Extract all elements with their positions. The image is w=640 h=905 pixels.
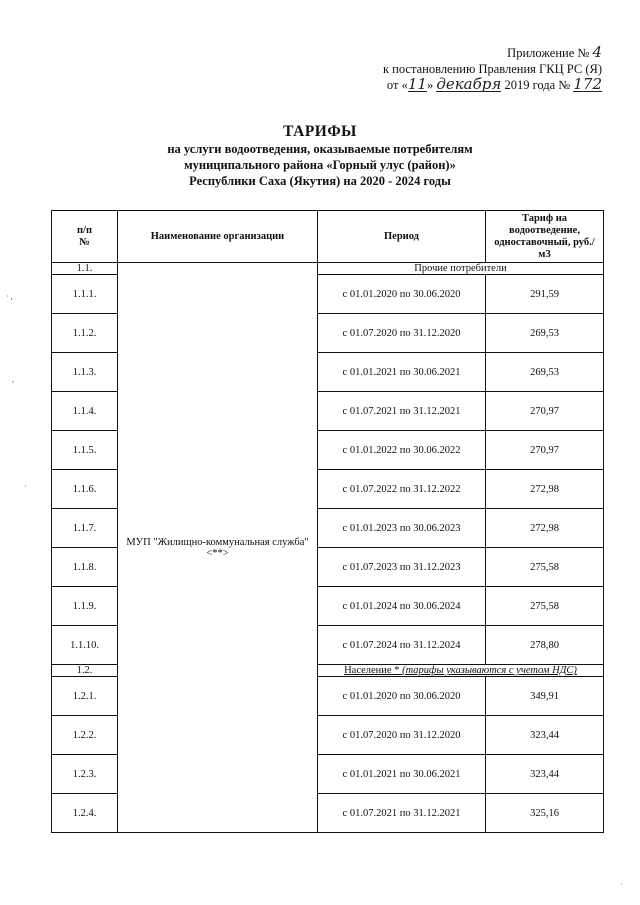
row-number: 1.1.4. (52, 392, 118, 431)
annex-line1 (383, 44, 602, 61)
section-label-note: (тарифы указываются с учетом НДС) (402, 665, 577, 676)
annex-number: 4 (592, 43, 602, 61)
row-period: с 01.01.2024 по 30.06.2024 (318, 587, 486, 626)
row-rate: 323,44 (486, 755, 604, 794)
date-year: 2019 года № (504, 78, 571, 92)
row-rate: 272,98 (486, 509, 604, 548)
section-label-text: Прочие потребители (414, 263, 507, 274)
scan-speck: · (620, 880, 623, 889)
row-rate: 270,97 (486, 392, 604, 431)
header-period: Период (318, 211, 486, 263)
row-period: с 01.07.2020 по 31.12.2020 (318, 716, 486, 755)
title-line-2: муниципального района «Горный улус (район)» (184, 158, 456, 172)
tariff-table (51, 210, 604, 833)
annex-date (383, 77, 602, 93)
row-number: 1.1.9. (52, 587, 118, 626)
row-rate: 270,97 (486, 431, 604, 470)
row-number: 1.1.8. (52, 548, 118, 587)
row-period: с 01.07.2020 по 31.12.2020 (318, 314, 486, 353)
scan-speck: , (12, 375, 14, 384)
section-label (318, 665, 604, 677)
row-number: 1.1.2. (52, 314, 118, 353)
row-period: с 01.01.2021 по 30.06.2021 (318, 755, 486, 794)
row-period: с 01.07.2023 по 31.12.2023 (318, 548, 486, 587)
document-title (0, 123, 640, 189)
row-number: 1.2.1. (52, 677, 118, 716)
row-number: 1.1.6. (52, 470, 118, 509)
row-period: с 01.07.2021 по 31.12.2021 (318, 392, 486, 431)
row-number: 1.1.3. (52, 353, 118, 392)
decree-number: 172 (573, 75, 602, 93)
row-number: 1.1.5. (52, 431, 118, 470)
row-number: 1.1.7. (52, 509, 118, 548)
row-rate: 272,98 (486, 470, 604, 509)
scan-speck: · (24, 482, 27, 491)
date-month: декабря (436, 75, 502, 93)
row-rate: 275,58 (486, 587, 604, 626)
row-period: с 01.07.2021 по 31.12.2021 (318, 794, 486, 833)
row-number: 1.2.2. (52, 716, 118, 755)
row-rate: 325,16 (486, 794, 604, 833)
row-period: с 01.01.2021 по 30.06.2021 (318, 353, 486, 392)
row-period: с 01.07.2022 по 31.12.2022 (318, 470, 486, 509)
row-rate: 275,58 (486, 548, 604, 587)
row-rate: 269,53 (486, 353, 604, 392)
row-number: 1.2.3. (52, 755, 118, 794)
section-label (318, 263, 604, 275)
title-line-1: на услуги водоотведения, оказываемые потребителям (167, 142, 473, 156)
annex-line2: к постановлению Правления ГКЦ РС (Я) (382, 62, 602, 76)
organization-name: МУП "Жилищно-коммунальная служба" <**> (118, 263, 318, 833)
title-heading: ТАРИФЫ (283, 123, 357, 140)
annex-label: Приложение № (507, 46, 590, 60)
section-label-text: Население * (344, 665, 403, 676)
header-rate: Тариф на водоотведение, одноставочный, руб./м3 (486, 211, 604, 263)
row-period: с 01.01.2020 по 30.06.2020 (318, 677, 486, 716)
row-number: 1.1.10. (52, 626, 118, 665)
row-period: с 01.01.2020 по 30.06.2020 (318, 275, 486, 314)
title-line-3: Республики Саха (Якутия) на 2020 - 2024 годы (189, 174, 451, 188)
table-body (52, 263, 604, 833)
date-day: 11 (407, 75, 427, 93)
header-num: п/п № (52, 211, 118, 263)
row-number: 1.1.1. (52, 275, 118, 314)
date-quote: » (426, 78, 434, 92)
header-org: Наименование организации (118, 211, 318, 263)
table-header-row (52, 211, 604, 263)
row-rate: 323,44 (486, 716, 604, 755)
row-rate: 349,91 (486, 677, 604, 716)
row-period: с 01.07.2024 по 31.12.2024 (318, 626, 486, 665)
section-row (52, 263, 604, 275)
row-period: с 01.01.2022 по 30.06.2022 (318, 431, 486, 470)
section-num: 1.2. (52, 665, 118, 677)
annex-block (383, 44, 602, 93)
section-num: 1.1. (52, 263, 118, 275)
row-rate: 278,80 (486, 626, 604, 665)
row-rate: 269,53 (486, 314, 604, 353)
date-prefix: от « (386, 78, 408, 92)
row-rate: 291,59 (486, 275, 604, 314)
row-number: 1.2.4. (52, 794, 118, 833)
row-period: с 01.01.2023 по 30.06.2023 (318, 509, 486, 548)
scan-speck: · , (6, 292, 13, 301)
